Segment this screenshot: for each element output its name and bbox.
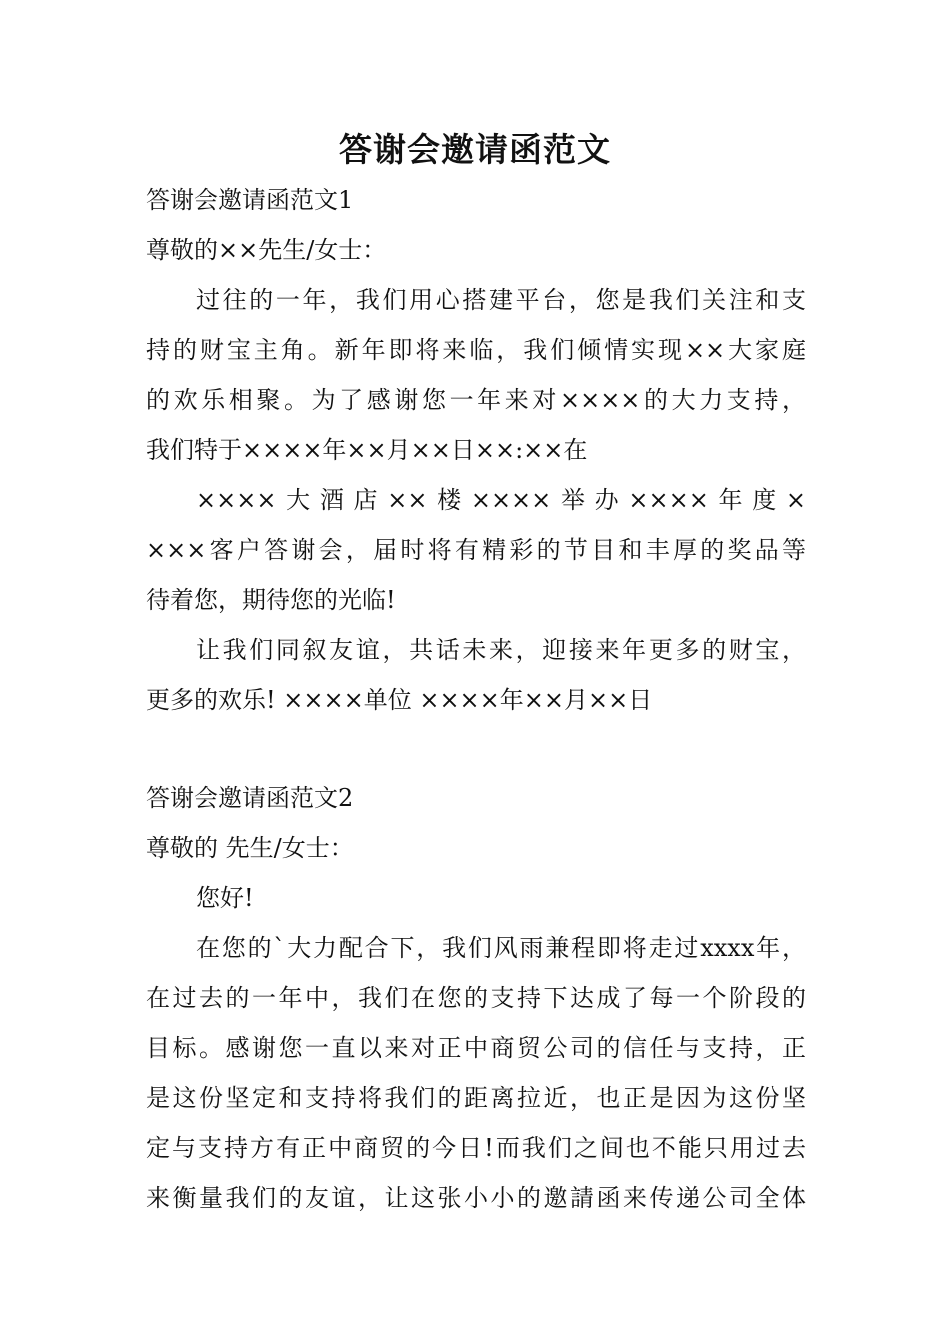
paragraph-line: ×××客户答谢会，届时将有精彩的节目和丰厚的奖品等	[146, 536, 806, 564]
paragraph-line: 我们特于××××年××月××日××:××在	[146, 436, 588, 464]
salutation-1: 尊敬的××先生/女士：	[146, 236, 387, 264]
paragraph-line: 在您的`大力配合下，我们风雨兼程即将走过xxxx年，	[196, 934, 806, 962]
paragraph-line: 的欢乐相聚。为了感谢您一年来对××××的大力支持，	[146, 386, 806, 414]
section-heading-1: 答谢会邀请函范文1	[146, 186, 354, 214]
paragraph-line: 持的财宝主角。新年即将来临，我们倾情实现××大家庭	[146, 336, 806, 364]
paragraph-line: 待着您，期待您的光临!	[146, 586, 396, 614]
salutation-2: 尊敬的 先生/女士：	[146, 834, 354, 862]
paragraph-line: 让我们同叙友谊，共话未来，迎接来年更多的财宝，	[196, 636, 806, 664]
paragraph-line: 定与支持方有正中商贸的今日!而我们之间也不能只用过去	[146, 1134, 806, 1162]
paragraph-line: ××××大酒店××楼××××举办××××年度×	[196, 486, 806, 514]
paragraph-line: 更多的欢乐! ××××单位 ××××年××月××日	[146, 686, 653, 714]
greeting-line: 您好!	[196, 884, 254, 912]
paragraph-line: 来衡量我们的友谊，让这张小小的邀請函来传递公司全体	[146, 1184, 806, 1212]
section-heading-2: 答谢会邀请函范文2	[146, 784, 354, 812]
paragraph-line: 过往的一年，我们用心搭建平台，您是我们关注和支	[196, 286, 806, 314]
paragraph-line: 目标。感谢您一直以来对正中商贸公司的信任与支持，正	[146, 1034, 806, 1062]
paragraph-line: 在过去的一年中，我们在您的支持下达成了每一个阶段的	[146, 984, 806, 1012]
document-title: 答谢会邀请函范文	[339, 130, 611, 169]
paragraph-line: 是这份坚定和支持将我们的距离拉近，也正是因为这份坚	[146, 1084, 806, 1112]
